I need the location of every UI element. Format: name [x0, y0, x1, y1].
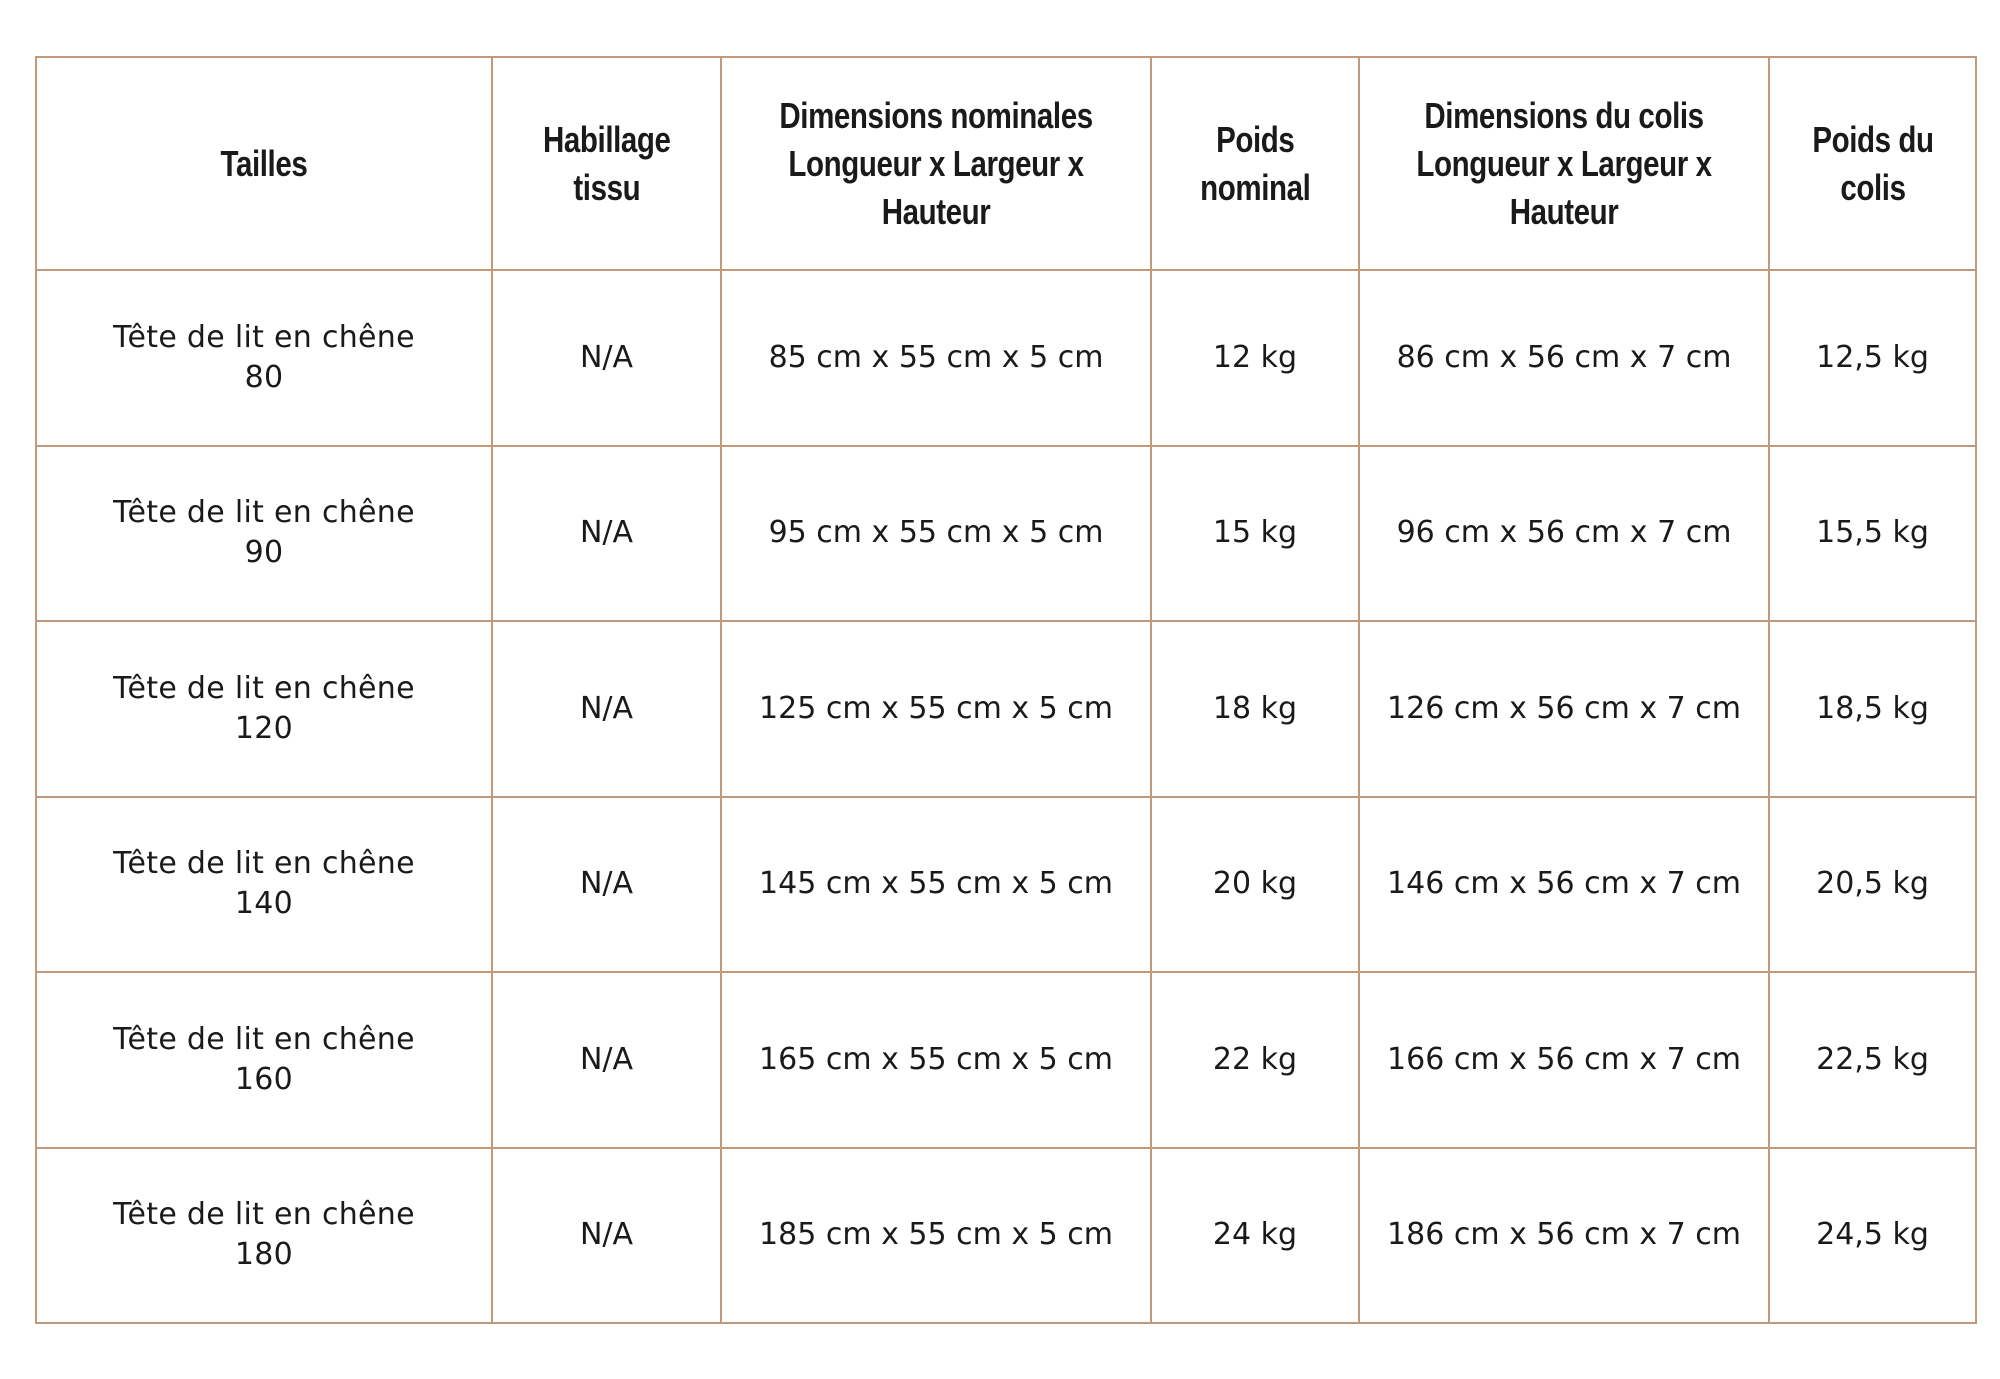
cell-dimensions-colis: 96 cm x 56 cm x 7 cm — [1359, 446, 1769, 622]
cell-taille — [36, 446, 492, 622]
header-cell-dimensions-nominales — [721, 57, 1151, 270]
cell-poids-nominal: 18 kg — [1151, 621, 1359, 797]
header-text: Dimensions du colis — [1424, 94, 1704, 136]
header-cell-poids-nominal — [1151, 57, 1359, 270]
cell-taille — [36, 797, 492, 973]
cell-dimensions-colis: 166 cm x 56 cm x 7 cm — [1359, 972, 1769, 1148]
taille-size: 90 — [244, 535, 284, 571]
cell-poids-colis: 24,5 kg — [1769, 1148, 1976, 1324]
cell-poids-colis: 18,5 kg — [1769, 621, 1976, 797]
header-text: Habillage — [542, 118, 671, 160]
header-text: Hauteur — [1509, 190, 1619, 232]
cell-poids-nominal: 22 kg — [1151, 972, 1359, 1148]
cell-poids-nominal: 12 kg — [1151, 270, 1359, 446]
header-text: Poids du — [1811, 118, 1934, 160]
header-row — [36, 57, 1976, 270]
table-row — [36, 972, 1976, 1148]
cell-taille — [36, 1148, 492, 1324]
table-row — [36, 621, 1976, 797]
taille-name: Tête de lit en chêne — [113, 1197, 415, 1233]
cell-poids-colis: 12,5 kg — [1769, 270, 1976, 446]
cell-poids-nominal: 15 kg — [1151, 446, 1359, 622]
taille-size: 120 — [234, 710, 294, 746]
taille-size: 180 — [234, 1237, 294, 1273]
cell-dimensions-colis: 126 cm x 56 cm x 7 cm — [1359, 621, 1769, 797]
cell-habillage: N/A — [492, 972, 721, 1148]
header-text: Longueur x Largeur x — [1416, 142, 1712, 184]
cell-dimensions-nominales: 145 cm x 55 cm x 5 cm — [721, 797, 1151, 973]
taille-name: Tête de lit en chêne — [113, 670, 415, 706]
header-text: Poids — [1215, 118, 1295, 160]
table-row — [36, 797, 1976, 973]
taille-name: Tête de lit en chêne — [113, 495, 415, 531]
cell-habillage: N/A — [492, 797, 721, 973]
header-text: Tailles — [220, 142, 308, 184]
table-row — [36, 446, 1976, 622]
taille-size: 80 — [244, 359, 284, 395]
cell-dimensions-colis: 186 cm x 56 cm x 7 cm — [1359, 1148, 1769, 1324]
header-text: Hauteur — [881, 190, 991, 232]
taille-name: Tête de lit en chêne — [113, 1021, 415, 1057]
header-text: Dimensions nominales — [779, 94, 1093, 136]
taille-name: Tête de lit en chêne — [113, 319, 415, 355]
header-text: Longueur x Largeur x — [788, 142, 1084, 184]
header-text: colis — [1839, 166, 1906, 208]
taille-size: 160 — [234, 1061, 294, 1097]
cell-poids-nominal: 20 kg — [1151, 797, 1359, 973]
product-spec-table — [35, 56, 1977, 1324]
cell-poids-colis: 22,5 kg — [1769, 972, 1976, 1148]
cell-taille — [36, 972, 492, 1148]
header-cell-poids-colis — [1769, 57, 1976, 270]
cell-dimensions-colis: 86 cm x 56 cm x 7 cm — [1359, 270, 1769, 446]
header-cell-dimensions-colis — [1359, 57, 1769, 270]
cell-habillage: N/A — [492, 621, 721, 797]
cell-dimensions-colis: 146 cm x 56 cm x 7 cm — [1359, 797, 1769, 973]
cell-taille — [36, 621, 492, 797]
cell-poids-nominal: 24 kg — [1151, 1148, 1359, 1324]
table-row — [36, 270, 1976, 446]
cell-dimensions-nominales: 95 cm x 55 cm x 5 cm — [721, 446, 1151, 622]
cell-habillage: N/A — [492, 1148, 721, 1324]
cell-dimensions-nominales: 165 cm x 55 cm x 5 cm — [721, 972, 1151, 1148]
cell-habillage: N/A — [492, 270, 721, 446]
cell-poids-colis: 20,5 kg — [1769, 797, 1976, 973]
cell-dimensions-nominales: 185 cm x 55 cm x 5 cm — [721, 1148, 1151, 1324]
cell-habillage: N/A — [492, 446, 721, 622]
header-cell-tailles — [36, 57, 492, 270]
taille-name: Tête de lit en chêne — [113, 846, 415, 882]
product-spec-table-container — [35, 56, 1975, 1324]
cell-dimensions-nominales: 125 cm x 55 cm x 5 cm — [721, 621, 1151, 797]
cell-dimensions-nominales: 85 cm x 55 cm x 5 cm — [721, 270, 1151, 446]
table-row — [36, 1148, 1976, 1324]
cell-poids-colis: 15,5 kg — [1769, 446, 1976, 622]
taille-size: 140 — [234, 886, 294, 922]
header-text: nominal — [1199, 166, 1311, 208]
header-cell-habillage — [492, 57, 721, 270]
cell-taille — [36, 270, 492, 446]
header-text: tissu — [573, 166, 640, 208]
